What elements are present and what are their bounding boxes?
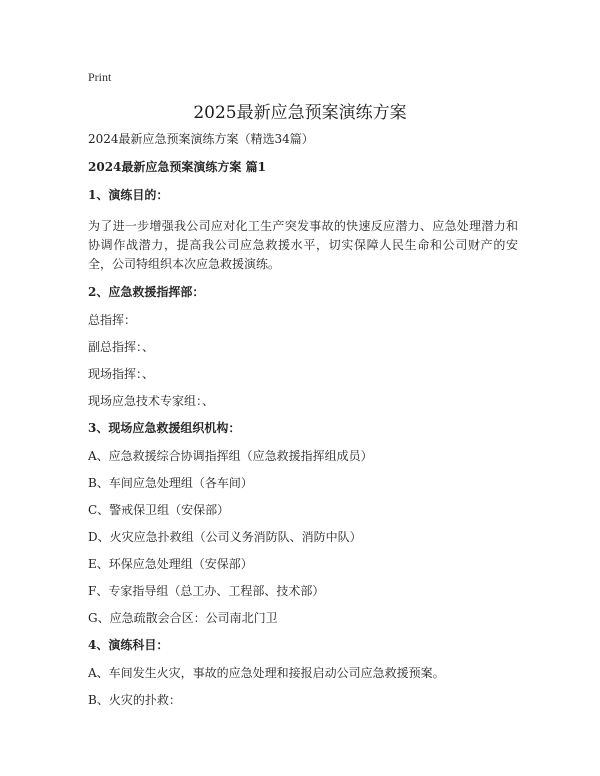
print-label: Print	[88, 70, 112, 84]
command-item-deputy: 副总指挥：、	[88, 340, 155, 354]
command-item-experts: 现场应急技术专家组：、	[88, 394, 215, 408]
command-item-onsite: 现场指挥：、	[88, 367, 155, 381]
article-title: 2024最新应急预案演练方案 篇1	[88, 160, 266, 174]
section-heading-organization: 3、现场应急救援组织机构：	[88, 421, 241, 435]
section-heading-subjects: 4、演练科目：	[88, 638, 169, 652]
document-title: 2025最新应急预案演练方案	[193, 103, 407, 123]
section-heading-purpose: 1、演练目的：	[88, 188, 169, 202]
section-heading-command: 2、应急救援指挥部：	[88, 285, 205, 299]
org-item-a: A、应急救援综合协调指挥组（应急救援指挥组成员）	[88, 449, 373, 463]
org-item-b: B、车间应急处理组（各车间）	[88, 476, 253, 490]
command-item-chief: 总指挥：	[88, 313, 137, 327]
subject-item-a: A、车间发生火灾，事故的应急处理和接报启动公司应急救援预案。	[88, 666, 445, 680]
org-item-c: C、警戒保卫组（安保部）	[88, 503, 230, 517]
document-subtitle: 2024最新应急预案演练方案（精选34篇）	[88, 132, 314, 146]
org-item-f: F、专家指导组（总工办、工程部、技术部）	[88, 584, 325, 598]
org-item-d: D、火灾应急扑救组（公司义务消防队、消防中队）	[88, 530, 362, 544]
document-body	[88, 130, 518, 718]
org-item-g: G、应急疏散会合区：公司南北门卫	[88, 611, 278, 625]
purpose-paragraph: 为了进一步增强我公司应对化工生产突发事故的快速反应潜力、应急处理潜力和协调作战潜力，提高我公司应急救援水平，切实保障人民生命和公司财产的安全，公司特组织本次应急救援演练。	[88, 219, 518, 271]
subject-item-b: B、火灾的扑救：	[88, 693, 181, 707]
org-item-e: E、环保应急处理组（安保部）	[88, 557, 253, 571]
